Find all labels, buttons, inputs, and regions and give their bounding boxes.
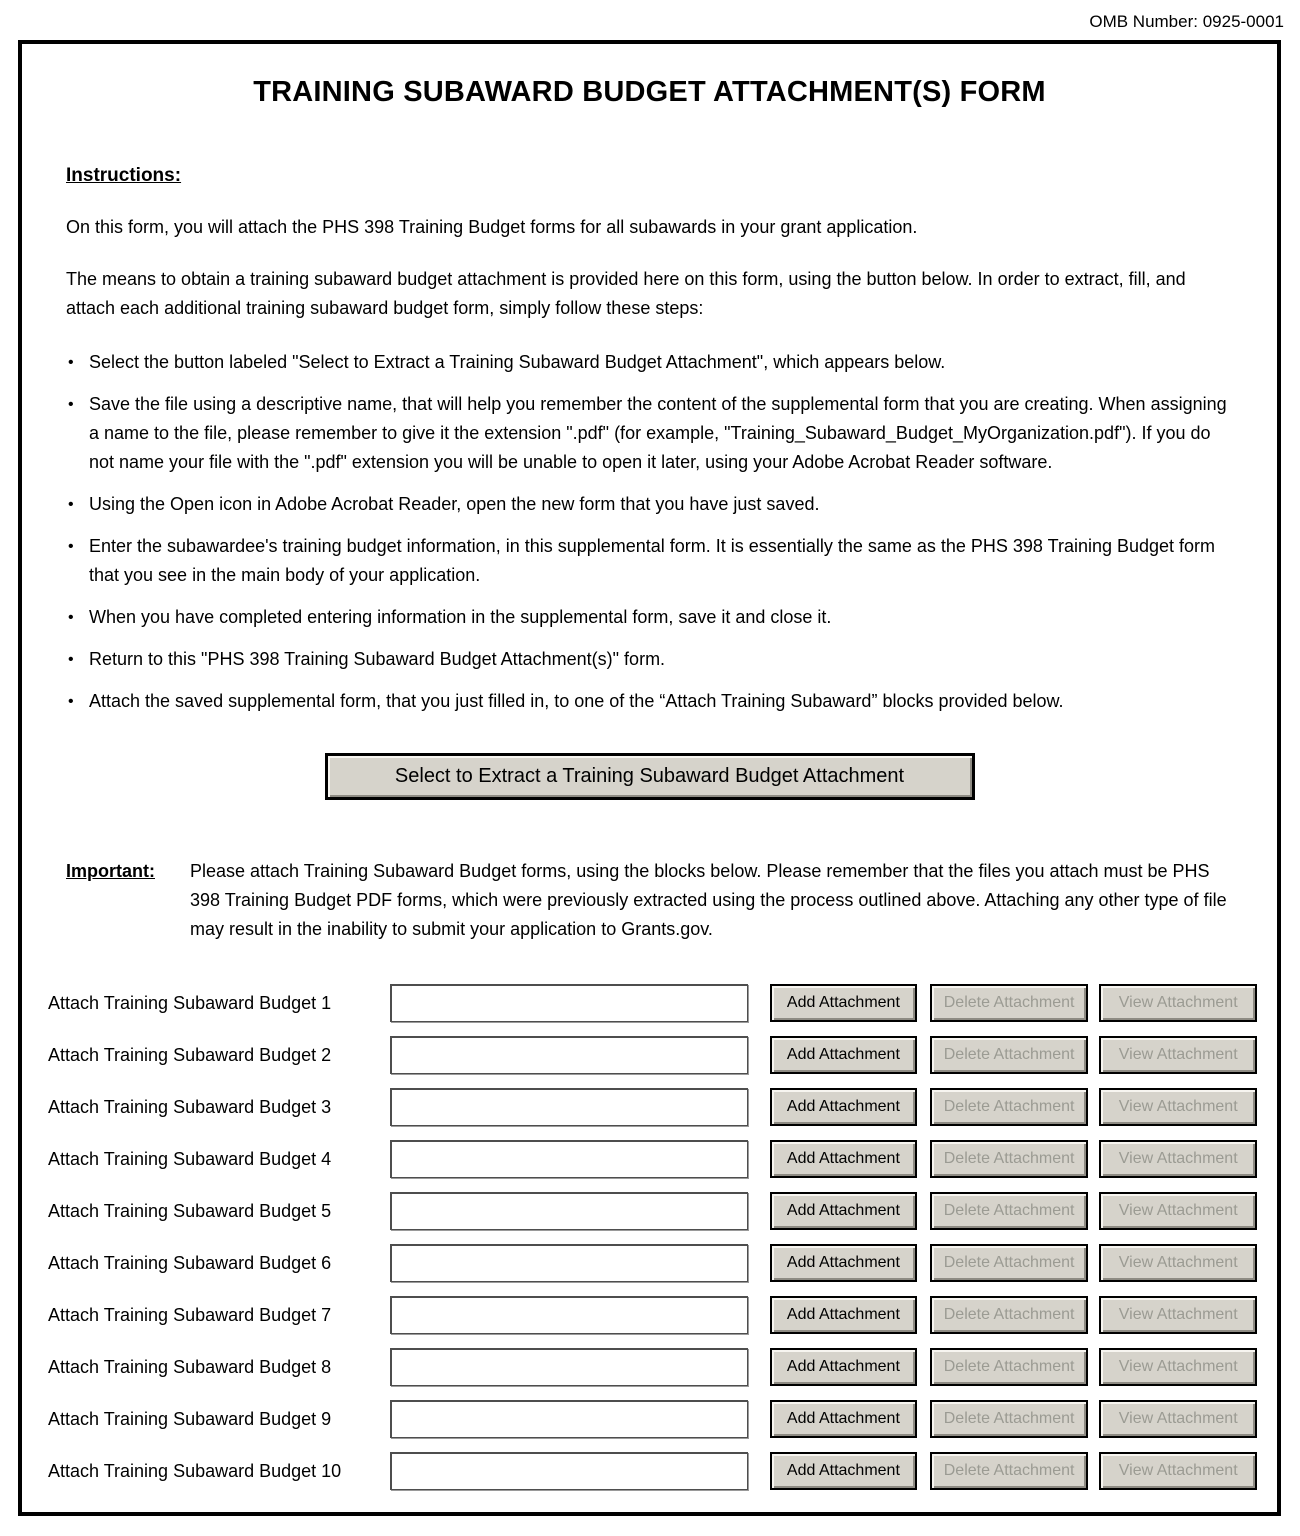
instruction-item: • Return to this "PHS 398 Training Subaward Budget Attachment(s)" form. [66,645,1233,674]
view-attachment-button: View Attachment [1099,1400,1257,1438]
instructions-paragraph: The means to obtain a training subaward budget attachment is provided here on this form, using the button below. In order to extract, fill, and attach each additional training subaward budget form, simply follow these steps: [66,269,1186,318]
view-attachment-button: View Attachment [1099,1036,1257,1074]
attachment-row [48,1036,1257,1074]
view-attachment-button: View Attachment [1099,1192,1257,1230]
form-frame [18,40,1281,1516]
attachment-row [48,1140,1257,1178]
view-attachment-button: View Attachment [1099,1348,1257,1386]
attachment-row [48,1400,1257,1438]
instructions-section [22,161,1277,944]
instructions-paragraph: On this form, you will attach the PHS 398 Training Budget forms for all subawards in your grant application. [66,217,918,237]
page-title: TRAINING SUBAWARD BUDGET ATTACHMENT(S) FORM [253,76,1046,108]
add-attachment-button[interactable]: Add Attachment [770,1296,917,1334]
instruction-item: • Using the Open icon in Adobe Acrobat Reader, open the new form that you have just saved. [66,490,1233,519]
attachment-file-input[interactable] [390,1036,748,1074]
instruction-item: • When you have completed entering information in the supplemental form, save it and close it. [66,603,1233,632]
instruction-item: • Select the button labeled "Select to Extract a Training Subaward Budget Attachment", which appears below. [66,348,1233,377]
important-text: Please attach Training Subaward Budget forms, using the blocks below. Please remember that the files you attach must be PHS 398 Training Budget PDF forms, which were previously extracted using the process outlined above. Attaching any other type of file may result in the inability to submit your application to Grants.gov. [190,861,1227,939]
attachment-label: Attach Training Subaward Budget 1 [48,992,332,1013]
add-attachment-button[interactable]: Add Attachment [770,1348,917,1386]
attachment-row [48,1192,1257,1230]
attachment-row [48,984,1257,1022]
attachment-file-input[interactable] [390,1192,748,1230]
delete-attachment-button: Delete Attachment [930,1296,1089,1334]
add-attachment-button[interactable]: Add Attachment [770,1244,917,1282]
attachment-row [48,1452,1257,1490]
delete-attachment-button: Delete Attachment [930,1244,1089,1282]
attachment-label: Attach Training Subaward Budget 9 [48,1408,332,1429]
add-attachment-button[interactable]: Add Attachment [770,1400,917,1438]
delete-attachment-button: Delete Attachment [930,1348,1089,1386]
attachment-label: Attach Training Subaward Budget 3 [48,1096,332,1117]
attachment-file-input[interactable] [390,1140,748,1178]
view-attachment-button: View Attachment [1099,1244,1257,1282]
attachment-label: Attach Training Subaward Budget 5 [48,1200,332,1221]
attachment-label: Attach Training Subaward Budget 7 [48,1304,332,1325]
attachment-rows-section [22,984,1277,1490]
attachment-file-input[interactable] [390,1400,748,1438]
delete-attachment-button: Delete Attachment [930,1192,1089,1230]
attachment-label: Attach Training Subaward Budget 4 [48,1148,332,1169]
attachment-file-input[interactable] [390,1296,748,1334]
add-attachment-button[interactable]: Add Attachment [770,1036,917,1074]
view-attachment-button: View Attachment [1099,1140,1257,1178]
attachment-row [48,1244,1257,1282]
view-attachment-button: View Attachment [1099,1296,1257,1334]
attachment-row [48,1348,1257,1386]
delete-attachment-button: Delete Attachment [930,1140,1089,1178]
delete-attachment-button: Delete Attachment [930,1088,1089,1126]
add-attachment-button[interactable]: Add Attachment [770,1088,917,1126]
view-attachment-button: View Attachment [1099,1452,1257,1490]
delete-attachment-button: Delete Attachment [930,1452,1089,1490]
attachment-file-input[interactable] [390,1348,748,1386]
view-attachment-button: View Attachment [1099,1088,1257,1126]
attachment-label: Attach Training Subaward Budget 2 [48,1044,332,1065]
delete-attachment-button: Delete Attachment [930,984,1089,1022]
attachment-file-input[interactable] [390,1244,748,1282]
add-attachment-button[interactable]: Add Attachment [770,984,917,1022]
add-attachment-button[interactable]: Add Attachment [770,1192,917,1230]
instruction-item: • Attach the saved supplemental form, that you just filled in, to one of the “Attach Training Subaward” blocks provided below. [66,687,1233,716]
instruction-item: • Save the file using a descriptive name, that will help you remember the content of the supplemental form that you are creating. When assigning a name to the file, please remember to give it the extension ".pdf" (for example, "Training_Subaward_Budget_MyOrganization.pdf"). If you do not name your file with the ".pdf" extension you will be unable to open it later, using your Adobe Acrobat Reader software. [66,390,1233,477]
instructions-list [66,348,1233,716]
instruction-item: • Enter the subawardee's training budget information, in this supplemental form. It is essentially the same as the PHS 398 Training Budget form that you see in the main body of your application. [66,532,1233,590]
attachment-file-input[interactable] [390,984,748,1022]
attachment-label: Attach Training Subaward Budget 10 [48,1460,342,1481]
attachment-row [48,1296,1257,1334]
instructions-heading: Instructions: [66,165,182,186]
view-attachment-button: View Attachment [1099,984,1257,1022]
attachment-label: Attach Training Subaward Budget 8 [48,1356,332,1377]
attachment-row [48,1088,1257,1126]
important-note [66,857,1233,944]
delete-attachment-button: Delete Attachment [930,1400,1089,1438]
delete-attachment-button: Delete Attachment [930,1036,1089,1074]
omb-number: OMB Number: 0925-0001 [1089,12,1284,31]
add-attachment-button[interactable]: Add Attachment [770,1452,917,1490]
extract-attachment-button[interactable]: Select to Extract a Training Subaward Budget Attachment [325,753,975,800]
attachment-file-input[interactable] [390,1452,748,1490]
add-attachment-button[interactable]: Add Attachment [770,1140,917,1178]
attachment-file-input[interactable] [390,1088,748,1126]
important-heading: Important: [66,861,155,881]
attachment-label: Attach Training Subaward Budget 6 [48,1252,332,1273]
